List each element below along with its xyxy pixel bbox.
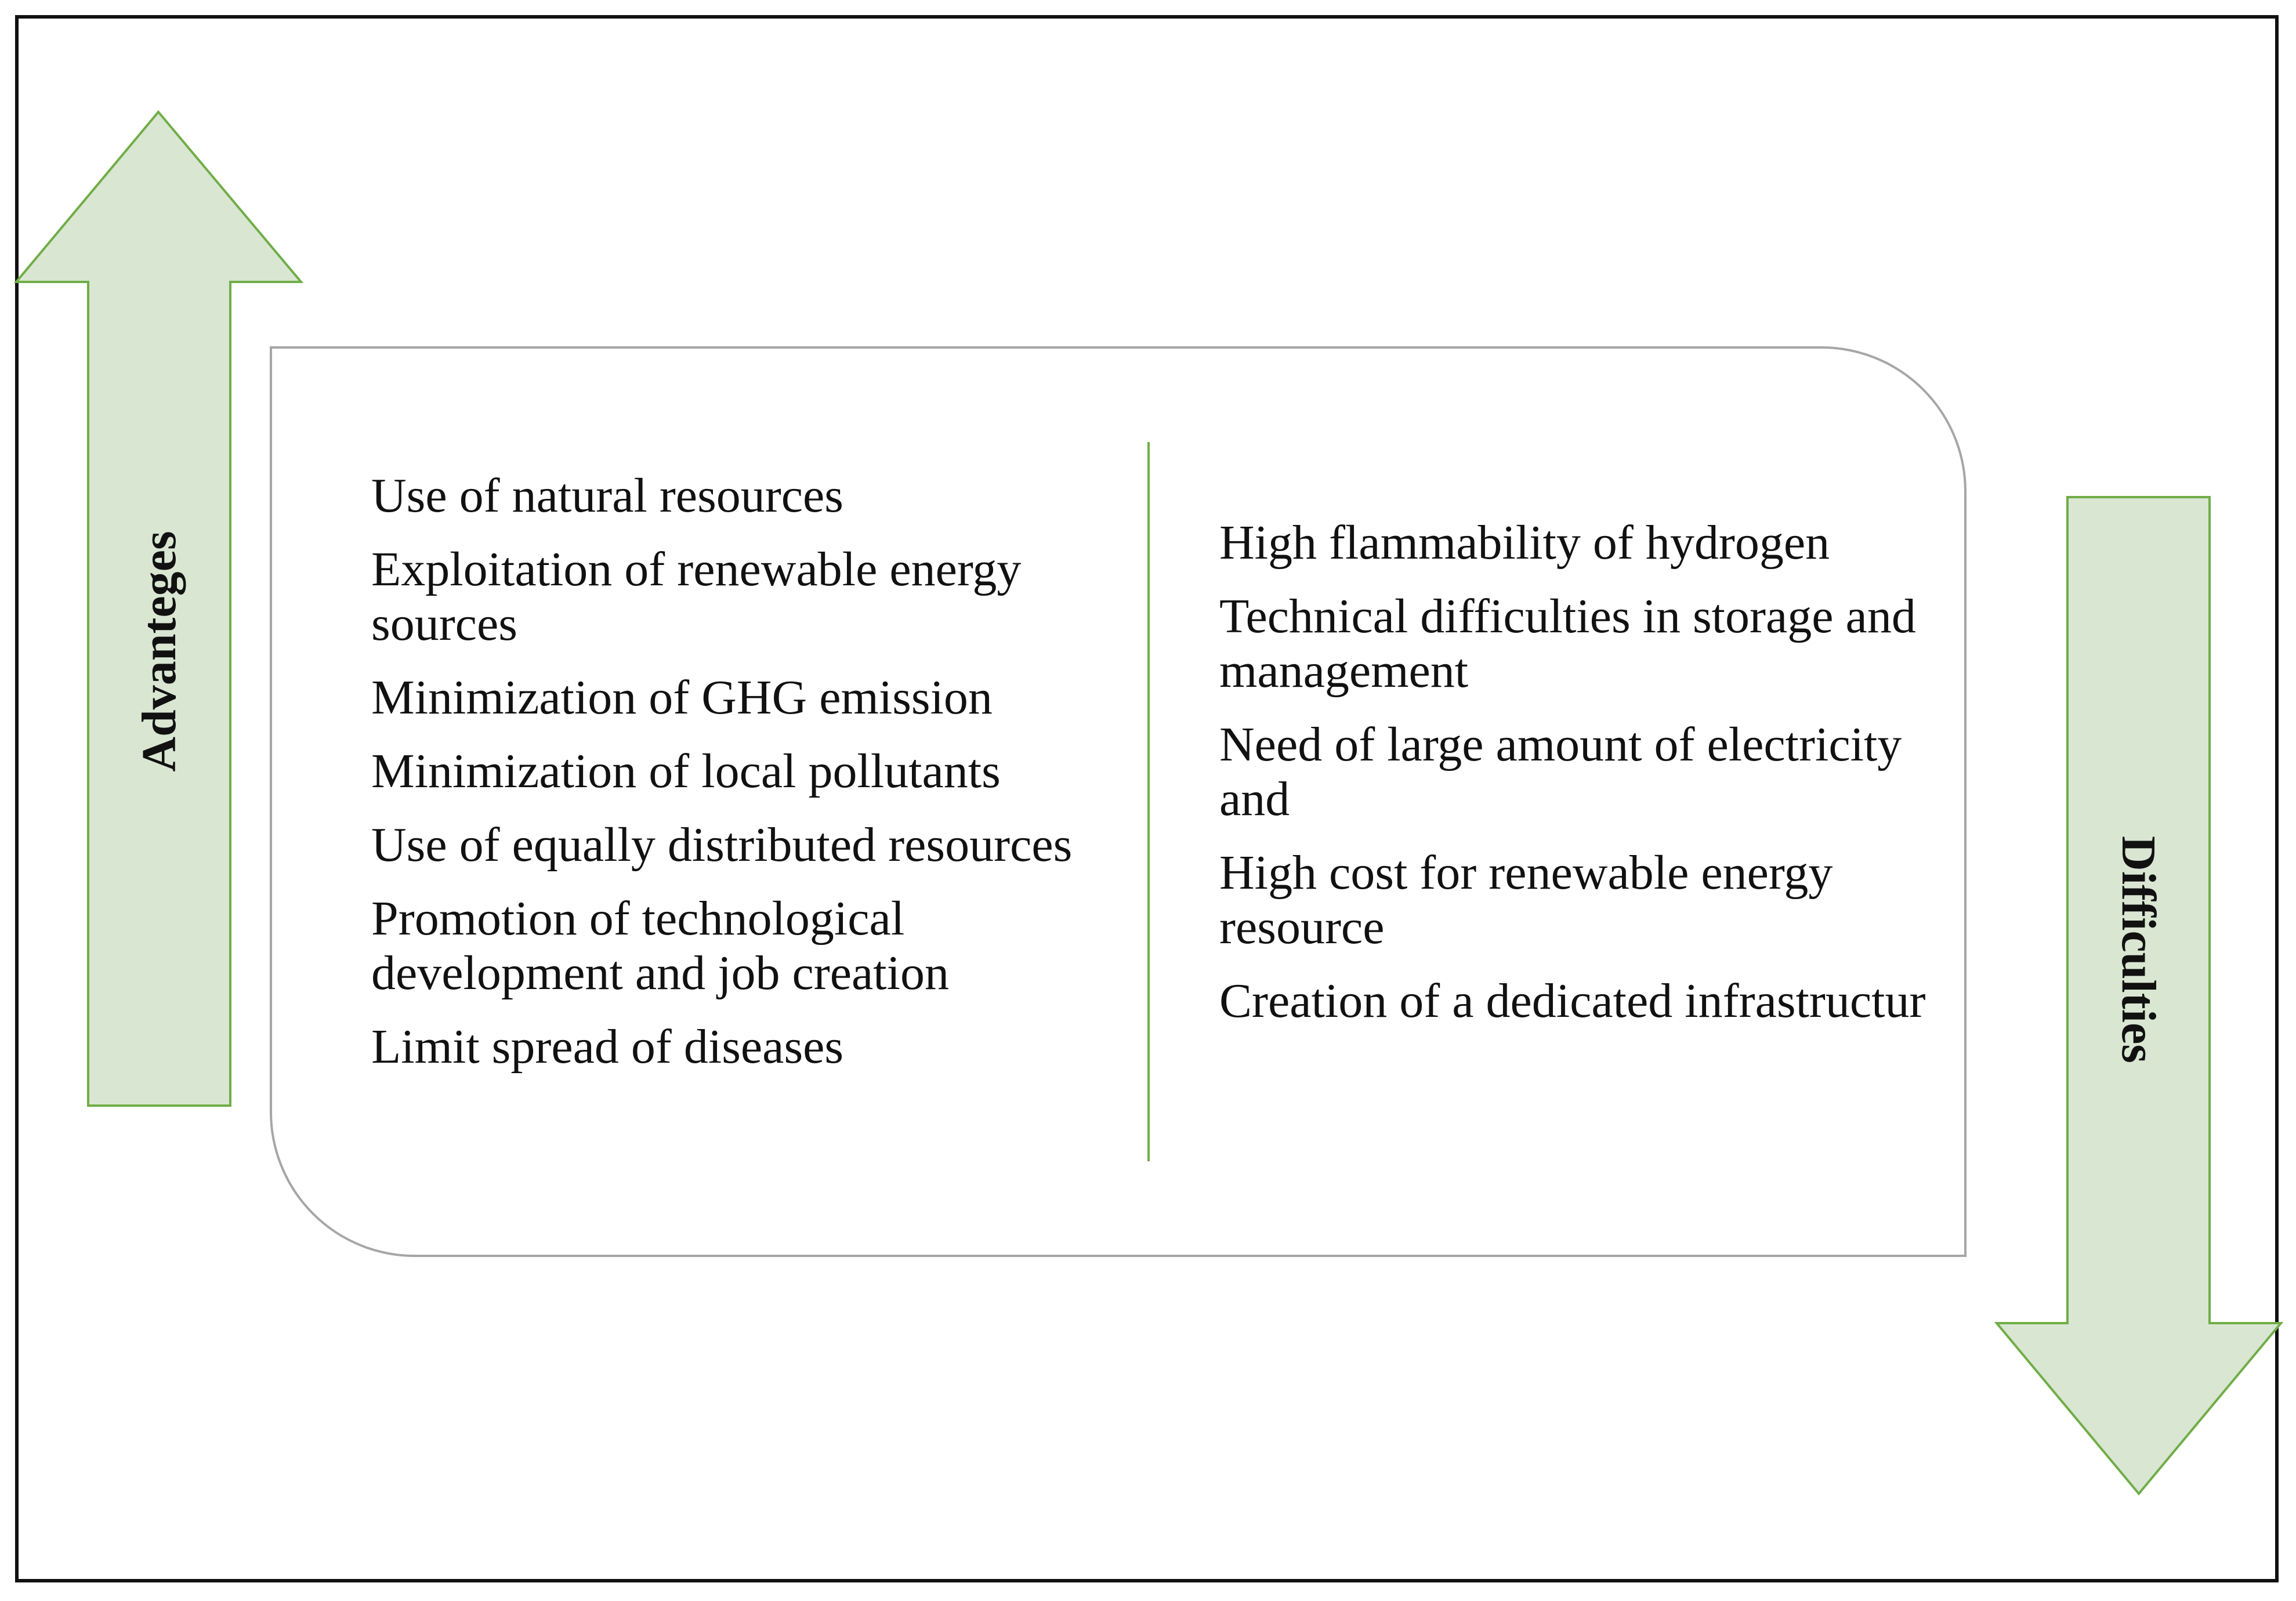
column-divider — [1147, 442, 1150, 1161]
difficulty-item: High cost for renewable energy resource — [1219, 846, 1833, 954]
difficulties-label: Difficulties — [2112, 836, 2165, 1063]
advantage-item: Limit spread of diseases — [371, 1020, 844, 1074]
advantage-item: Minimization of GHG emission — [371, 671, 993, 725]
advantage-item: Promotion of technological development and job creation — [371, 892, 949, 1000]
advantages-list — [371, 469, 1143, 1093]
difficulty-item: Need of large amount of electricity and — [1219, 718, 1902, 826]
advantage-item: Exploitation of renewable energy sources — [371, 542, 1022, 651]
advantage-item: Minimization of local pollutants — [371, 744, 1001, 798]
advantages-label: Advanteges — [132, 531, 186, 772]
advantage-item: Use of equally distributed resources — [371, 818, 1073, 872]
difficulties-list — [1219, 516, 1944, 1048]
difficulty-item: Technical difficulties in storage and management — [1219, 589, 1916, 698]
advantage-item: Use of natural resources — [371, 469, 843, 523]
difficulty-item: High flammability of hydrogen — [1219, 516, 1830, 570]
difficulty-item: Creation of a dedicated infrastructur — [1219, 974, 1926, 1028]
